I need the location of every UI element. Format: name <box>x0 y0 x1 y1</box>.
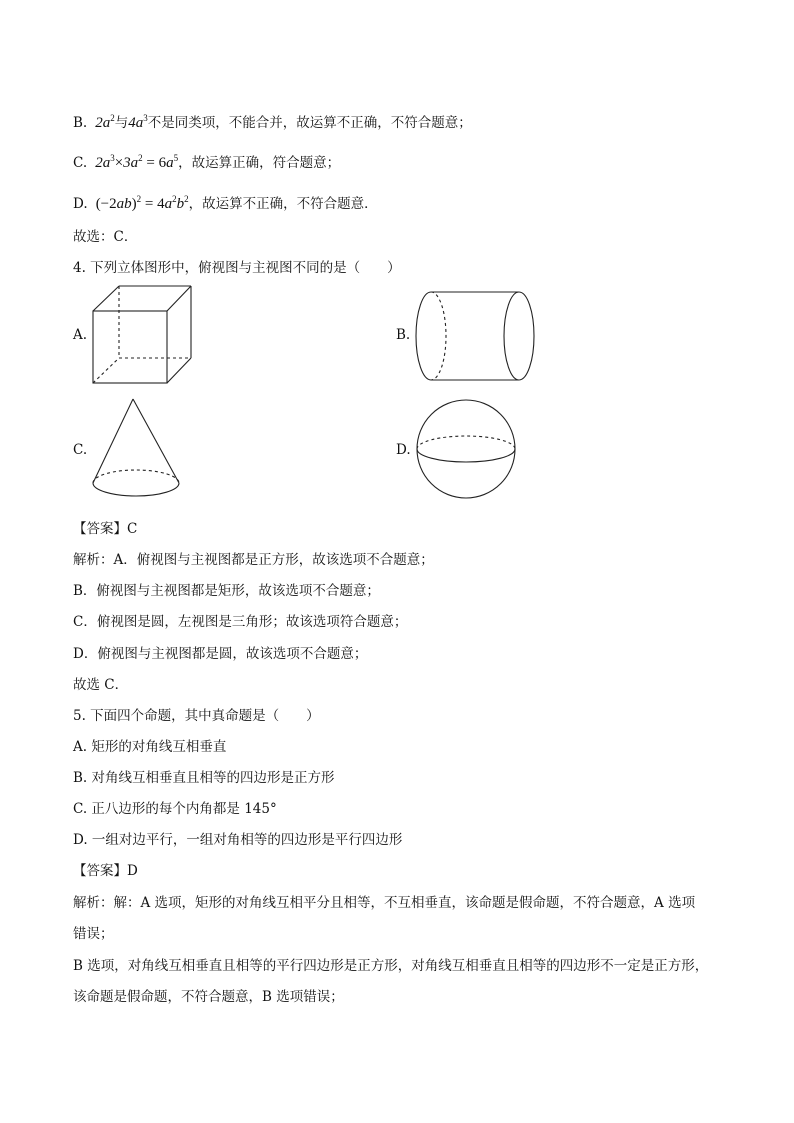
q4-option-a-label: A. <box>73 327 88 343</box>
q4-analysis-line: C．俯视图是圆，左视图是三角形；故该选项符合题意； <box>73 614 408 630</box>
option-b-solution: B. $2a^2$与$4a^3$不是同类项，不能合并，故运算不正确，不符合题意； <box>73 113 472 131</box>
q5-stem: 5. 下面四个命题，其中真命题是（ ） <box>73 708 320 724</box>
option-label: B. <box>73 115 88 131</box>
q4-analysis-line: 故选 C． <box>73 677 129 693</box>
q4-analysis-line: 解析：A．俯视图与主视图都是正方形，故该选项不合题意； <box>73 552 434 568</box>
q5-option-c: C. 正八边形的每个内角都是 145° <box>73 801 277 817</box>
q5-option-b: B. 对角线互相垂直且相等的四边形是正方形 <box>73 770 335 786</box>
q5-option-d: D. 一组对边平行，一组对角相等的四边形是平行四边形 <box>73 832 403 848</box>
q5-analysis-line: 解析：解：A 选项，矩形的对角线互相平分且相等，不互相垂直，该命题是假命题，不符合题意，A 选项 <box>73 895 696 911</box>
q4-answer: 【答案】C <box>73 521 138 537</box>
math-expression: $2a^2$ <box>91 113 115 131</box>
q4-analysis-line: B．俯视图与主视图都是矩形，故该选项不合题意； <box>73 583 380 599</box>
cylinder-icon <box>414 290 538 382</box>
math-expression: $2a^3\times 3a^2 = 6a^5$ <box>91 153 179 171</box>
q5-option-a: A. 矩形的对角线互相垂直 <box>73 739 227 755</box>
solution-text: ，故运算不正确，不符合题意． <box>188 196 378 212</box>
conclusion-prev: 故选：C． <box>73 229 138 245</box>
cone-icon <box>90 397 184 501</box>
option-label: C. <box>73 155 88 171</box>
option-label: D. <box>73 196 88 212</box>
q4-option-d-label: D. <box>396 442 411 458</box>
sphere-icon <box>414 398 520 502</box>
cube-icon <box>90 284 196 386</box>
option-c-solution <box>73 148 340 173</box>
q5-analysis-line: 错误； <box>73 926 114 942</box>
solution-text: ，故运算正确，符合题意； <box>178 155 341 171</box>
q4-analysis-line: D．俯视图与主视图都是圆，故该选项不合题意； <box>73 646 368 662</box>
option-d-solution <box>73 189 378 214</box>
q5-analysis-line: 该命题是假命题，不符合题意，B 选项错误； <box>73 989 344 1005</box>
solution-text: 不是同类项，不能合并，故运算不正确，不符合题意； <box>147 115 472 131</box>
q5-analysis-line: B 选项，对角线互相垂直且相等的平行四边形是正方形，对角线互相垂直且相等的四边形不一定是正方形， <box>73 958 709 974</box>
q4-stem: 4. 下列立体图形中，俯视图与主视图不同的是（ ） <box>73 260 401 276</box>
math-expression: $(-2ab)^2 = 4a^2b^2$ <box>95 194 189 212</box>
q5-answer: 【答案】D <box>73 863 138 879</box>
q4-option-c-label: C. <box>73 442 88 458</box>
q4-option-b-label: B. <box>396 327 411 343</box>
